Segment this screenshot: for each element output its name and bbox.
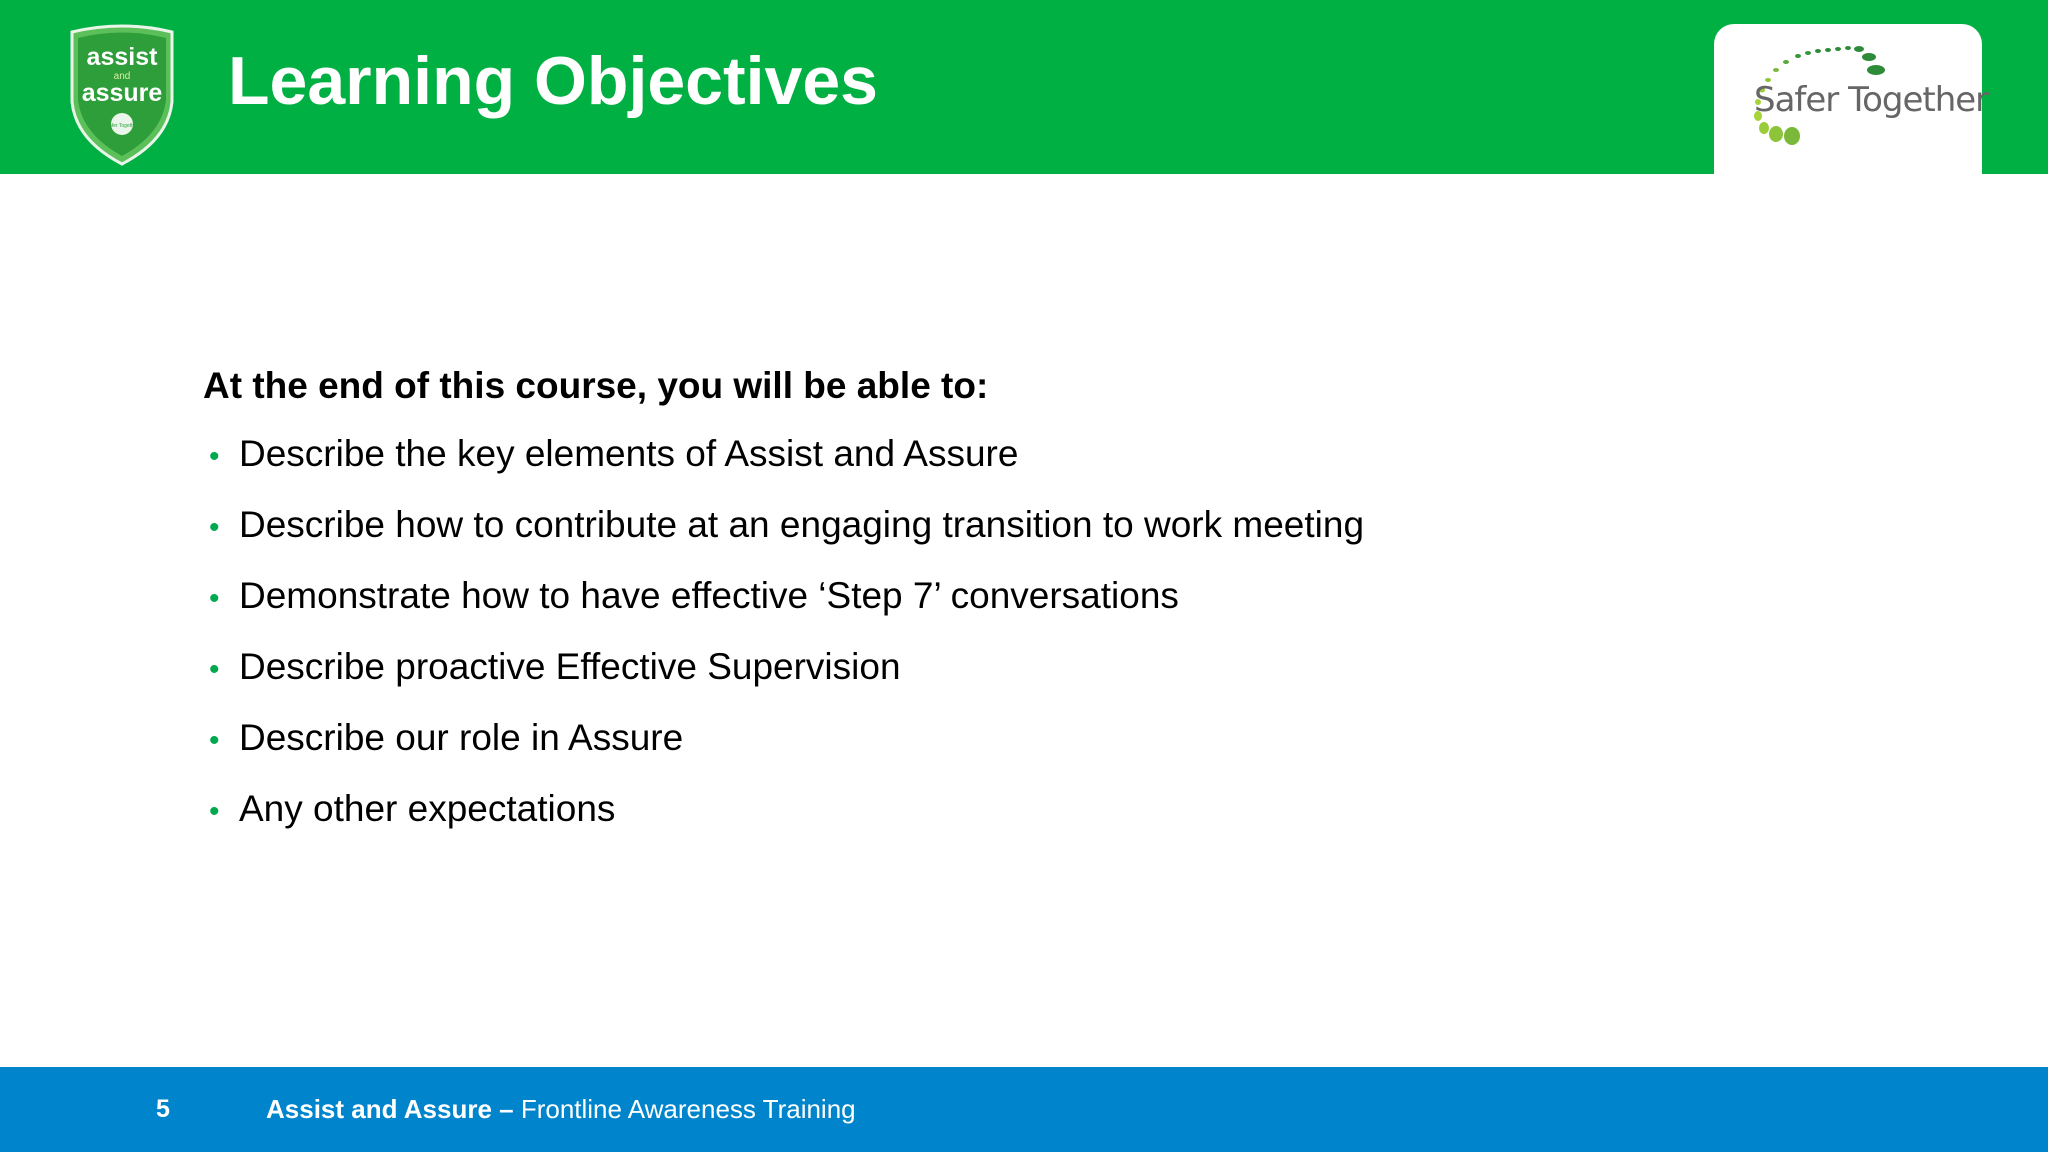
safer-together-logo — [1714, 24, 1989, 184]
objective-text: Describe the key elements of Assist and Assure — [239, 433, 1019, 474]
slide-title: Learning Objectives — [228, 43, 878, 119]
safer-together-logo-text: Safer Together — [1754, 80, 1989, 120]
footer-title-rest: Frontline Awareness Training — [513, 1094, 856, 1124]
list-item — [203, 783, 1903, 838]
bullet-icon: • — [209, 511, 220, 544]
bullet-icon: • — [209, 653, 220, 686]
list-item — [203, 570, 1903, 625]
page-number: 5 — [156, 1095, 170, 1123]
objective-text: Demonstrate how to have effective ‘Step 7’ conversations — [239, 575, 1179, 616]
shield-logo-tagline: Safer Together — [105, 123, 139, 129]
bullet-icon: • — [209, 724, 220, 757]
objective-text: Describe our role in Assure — [239, 717, 684, 758]
objective-text: Any other expectations — [239, 788, 616, 829]
footer-title — [266, 1093, 856, 1125]
objective-text: Describe proactive Effective Supervision — [239, 646, 901, 687]
list-item — [203, 712, 1903, 767]
slide-content — [203, 360, 1903, 854]
objectives-list — [203, 428, 1903, 838]
list-item — [203, 499, 1903, 554]
bullet-icon: • — [209, 440, 220, 473]
shield-logo-line2: and — [113, 71, 131, 82]
list-item — [203, 641, 1903, 696]
shield-logo-line1: assist — [86, 43, 158, 71]
intro-text: At the end of this course, you will be able to: — [203, 365, 989, 406]
bullet-icon: • — [209, 582, 220, 615]
objective-text: Describe how to contribute at an engaging transition to work meeting — [239, 504, 1365, 545]
assist-and-assure-shield-logo — [64, 18, 180, 168]
footer-title-bold: Assist and Assure – — [266, 1094, 514, 1124]
footer-bar — [0, 1067, 2048, 1152]
bullet-icon: • — [209, 795, 220, 828]
shield-logo-line3: assure — [81, 79, 163, 107]
header-bar — [0, 0, 2048, 174]
list-item — [203, 428, 1903, 483]
